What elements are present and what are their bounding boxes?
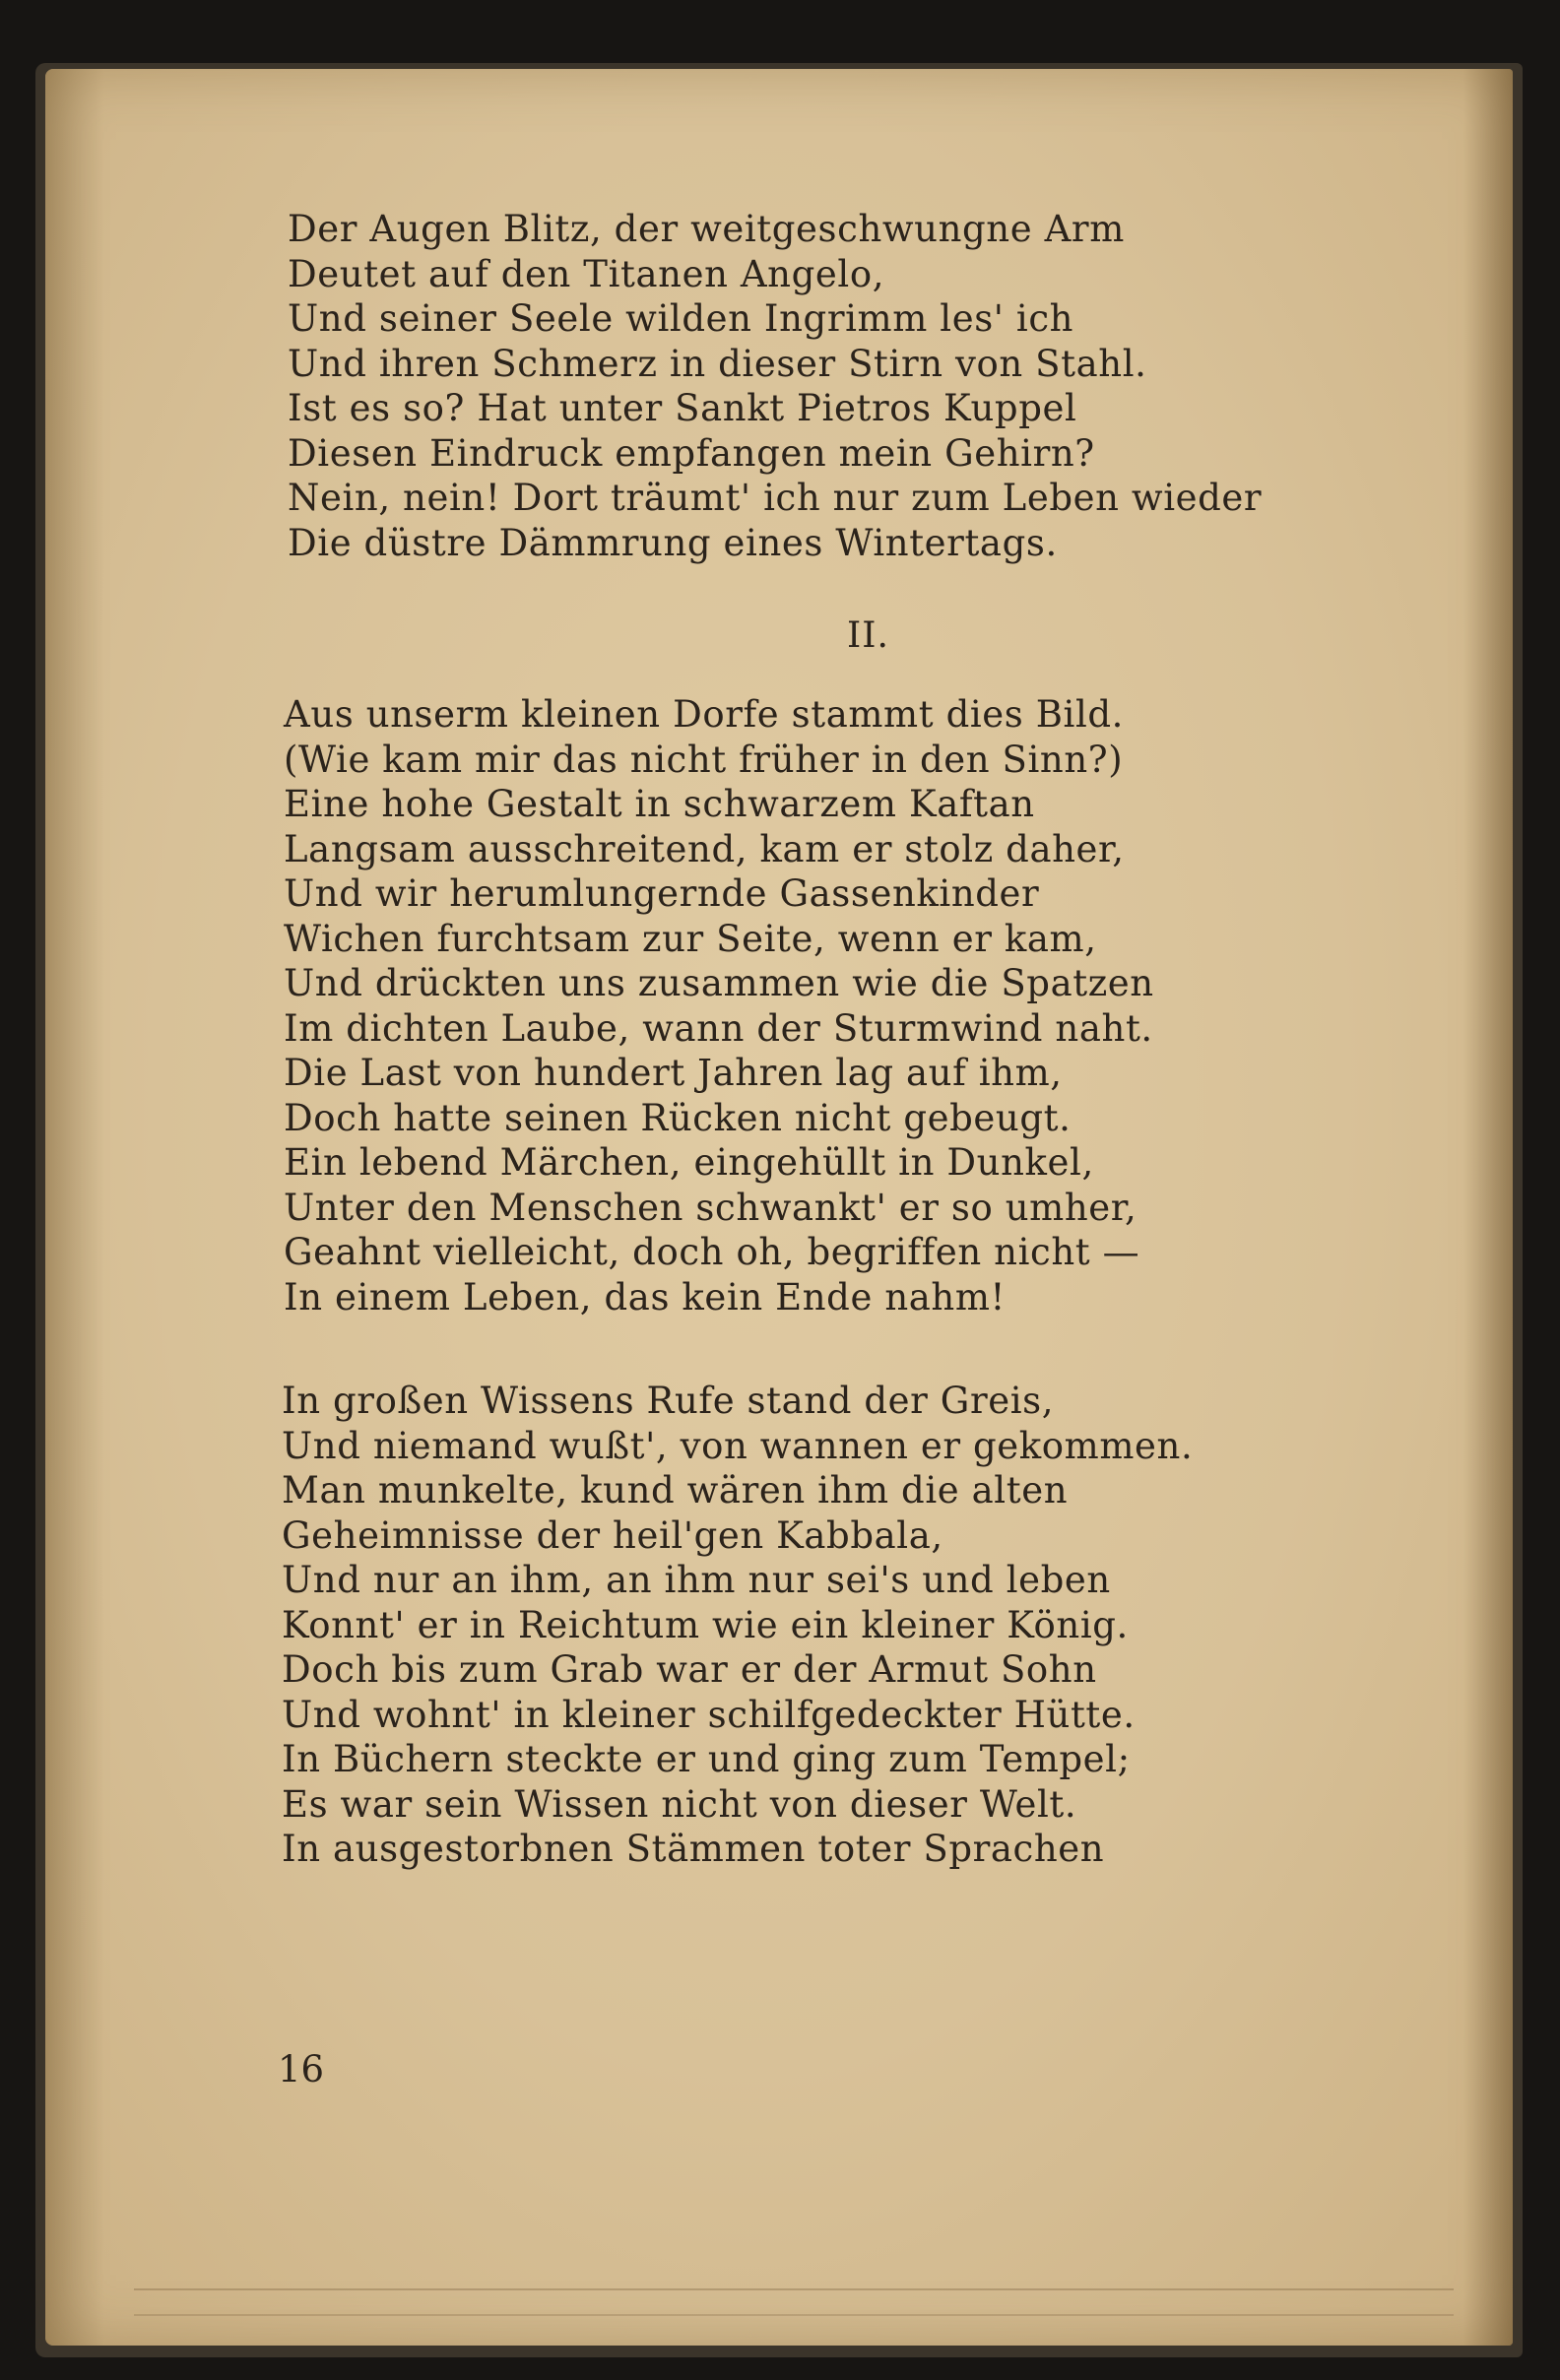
verse-line: Nein, nein! Dort träumt' ich nur zum Leben wieder [288, 477, 1263, 519]
verse-line: Eine hohe Gestalt in schwarzem Kaftan [284, 783, 1035, 825]
verse-line: In einem Leben, das kein Ende nahm! [284, 1275, 1006, 1319]
verse-line: Die düstre Dämmrung eines Wintertags. [288, 521, 1058, 564]
verse-line: Und ihren Schmerz in dieser Stirn von Stahl. [288, 342, 1147, 385]
verse-line: In großen Wissens Rufe stand der Greis, [282, 1380, 1055, 1422]
verse-line: Und wohnt' in kleiner schilfgedeckter Hütte. [282, 1693, 1136, 1736]
verse-line: Doch bis zum Grab war er der Armut Sohn [282, 1648, 1097, 1691]
verse-line: Deutet auf den Titanen Angelo, [288, 252, 885, 295]
verse-line: In Büchern steckte er und ging zum Tempel; [282, 1738, 1131, 1780]
stanza-1 [288, 207, 1262, 565]
verse-line: Aus unserm kleinen Dorfe stammt dies Bild. [284, 693, 1125, 736]
verse-line: (Wie kam mir das nicht früher in den Sinn?) [284, 738, 1124, 781]
verse-line: Diesen Eindruck empfangen mein Gehirn? [288, 431, 1095, 475]
paper-page [45, 69, 1513, 2346]
verse-line: Ein lebend Märchen, eingehüllt in Dunkel, [284, 1141, 1094, 1184]
page-number: 16 [278, 2048, 325, 2091]
section-numeral: II. [847, 615, 889, 656]
verse-line: Und nur an ihm, an ihm nur sei's und leben [282, 1559, 1111, 1601]
verse-line: Die Last von hundert Jahren lag auf ihm, [284, 1052, 1063, 1094]
verse-line: Unter den Menschen schwankt' er so umher, [284, 1186, 1138, 1229]
verse-line: Ist es so? Hat unter Sankt Pietros Kuppel [288, 387, 1077, 429]
verse-line: Man munkelte, kund wären ihm die alten [282, 1469, 1069, 1512]
verse-line: Geahnt vielleicht, doch oh, begriffen nicht — [284, 1231, 1140, 1273]
verse-line: Geheimnisse der heil'gen Kabbala, [282, 1513, 943, 1557]
page-edge-divider [134, 2288, 1454, 2316]
verse-line: Und drückten uns zusammen wie die Spatzen [284, 962, 1154, 1004]
verse-line: Und seiner Seele wilden Ingrimm les' ich [288, 297, 1074, 340]
verse-line: Doch hatte seinen Rücken nicht gebeugt. [284, 1096, 1072, 1139]
verse-line: In ausgestorbnen Stämmen toter Sprachen [282, 1828, 1105, 1870]
verse-line: Langsam ausschreitend, kam er stolz daher, [284, 827, 1125, 870]
verse-line: Wichen furchtsam zur Seite, wenn er kam, [284, 917, 1097, 960]
verse-line: Und niemand wußt', von wannen er gekommen. [282, 1424, 1194, 1467]
verse-line: Es war sein Wissen nicht von dieser Welt. [282, 1782, 1077, 1826]
verse-line: Und wir herumlungernde Gassenkinder [284, 872, 1040, 915]
verse-line: Im dichten Laube, wann der Sturmwind naht. [284, 1006, 1153, 1050]
verse-line: Der Augen Blitz, der weitgeschwungne Arm [288, 208, 1125, 250]
stanza-3 [282, 1379, 1193, 1872]
stanza-2 [284, 692, 1154, 1319]
verse-line: Konnt' er in Reichtum wie ein kleiner König. [282, 1603, 1129, 1646]
